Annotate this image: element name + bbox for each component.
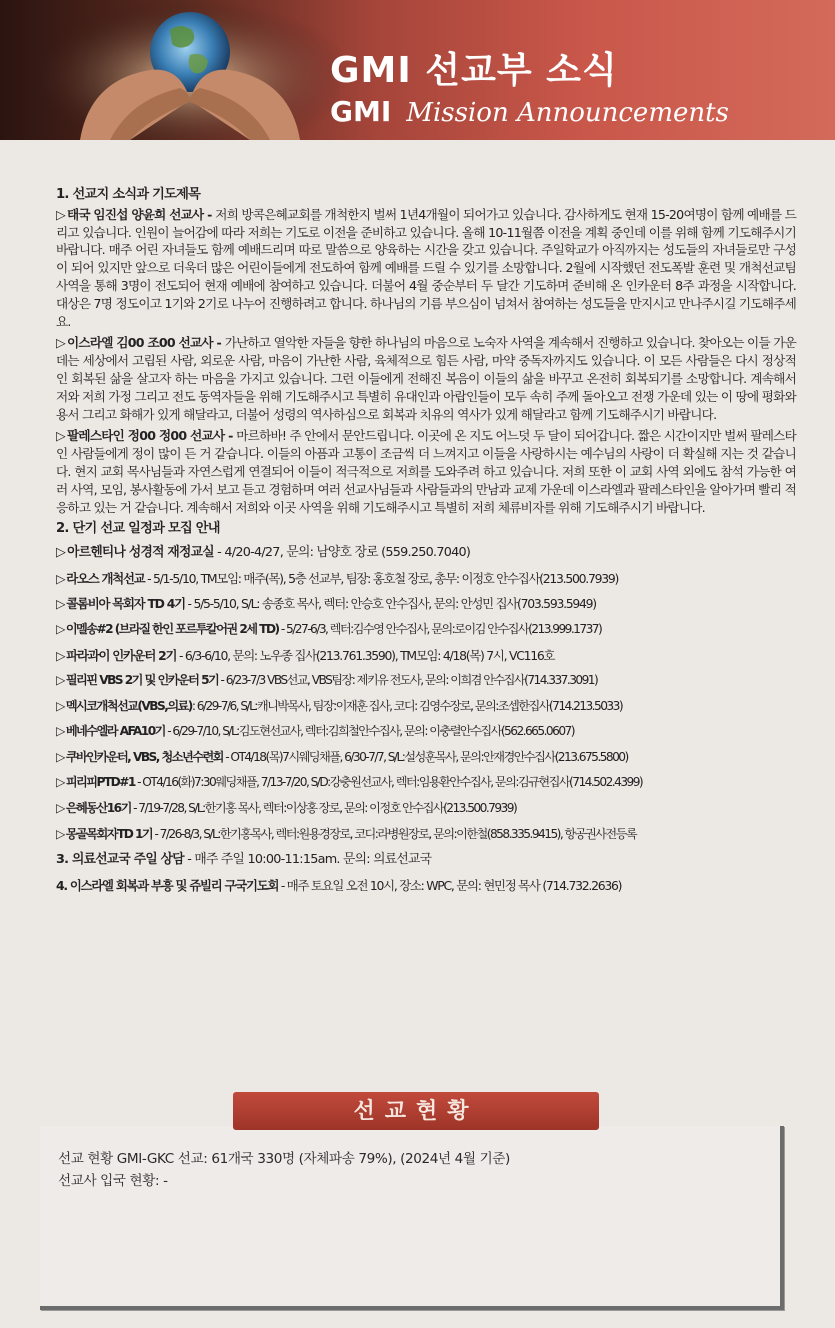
short-term-mission-details: - 6/23-7/3 VBS선교, VBS팀장: 제키유 전도사, 문의: 이희겸 안수집사(714.337.3091) [218,673,598,688]
short-term-mission-title: 파라과이 인카운터 2기 [66,647,177,663]
triangle-bullet-icon: ▷ [56,673,64,688]
short-term-mission-title: 몽골목회자TD 1기 [65,826,153,841]
short-term-mission-title: 아르헨티나 성경적 재정교실 [67,545,214,561]
short-term-mission-title: 필리핀 VBS 2기 및 인카운터 5기 [65,673,219,688]
mission-report-title: 이스라엘 김00 조00 선교사 - [67,335,225,351]
mission-report-title: 태국 임진섭 양윤희 선교사 - [66,206,216,222]
short-term-mission-item [56,745,796,771]
triangle-bullet-icon: ▷ [56,335,65,351]
banner-title: GMI 선교부 소식 [330,50,618,91]
mission-report-title: 팔레스타인 정00 정00 선교사 - [67,428,237,444]
mission-report-body: 가난하고 열악한 자들을 향한 하나님의 마음으로 노숙자 사역을 계속해서 진행하고 있습니다. 찾아오는 이들 가운데는 세상에서 고립된 사람, 외로운 사람, 마음이 가난한 사람, 육체적으로 힘든 사람, 마약 중독자까지도 있습니다. 이 모든 사람들은 다시 정상적인 회복된 삶을 살고자 하는 마음을 가지고 있습니다. 그런 이들에게 전해진 복음이 이들의 삶을 바꾸고 온전히 회복되기를 소망합니다. 계속해서 저와 저희 가정 그리고 전도 동역자들을 위해 기도해주시고 특별히 유대인과 아랍인들이 모두 속히 주께 돌아오고 전쟁 가운데 있는 이 땅에 평화와 용서 그리고 화해가 있게 해달라고, 더불어 성령의 역사하심으로 회복과 치유의 역사가 있게 해달라고 함께 기도해주시기 바랍니다. [56,335,796,422]
short-term-mission-details: - 4/20-4/27, 문의: 남양호 장로 (559.250.7040) [213,545,471,561]
section3-line [56,847,796,873]
short-term-mission-details: - OT4/18(목)7시웨딩채플, 6/30-7/7, S/L:설성훈목사, 문의:안재경안수집사(213.675.5800) [222,749,628,764]
triangle-bullet-icon: ▷ [56,570,65,586]
triangle-bullet-icon: ▷ [56,596,65,612]
triangle-bullet-icon: ▷ [56,724,64,739]
section1-heading: 1. 선교지 소식과 기도제목 [56,187,201,202]
short-term-mission-item [56,668,796,694]
short-term-mission-title: 쿠바인카운터, VBS, 청소년수련회 [65,749,223,764]
short-term-mission-details: - 7/19-7/28, S/L:한기홍 목사, 렉터:이상홍 장로, 문의: 이정호 안수집사(213.500.7939) [130,801,517,816]
triangle-bullet-icon: ▷ [56,698,64,713]
short-term-mission-item [56,591,796,617]
short-term-mission-title: 베네수엘라 AFA10기 [65,724,165,739]
triangle-bullet-icon: ▷ [56,801,64,816]
short-term-mission-details: - OT4/16(화)7:30웨딩채플, 7/13-7/20, S/D:강충원선교사, 렉터:임용환안수집사, 문의:김규현집사(714.502.4399) [134,775,643,790]
short-term-mission-title: 피리피PTD#1 [65,775,135,790]
section2-list [56,540,796,847]
mission-report-body: 저희 방콕은혜교회를 개척한지 벌써 1년4개월이 되어가고 있습니다. 감사하게도 현재 15-20여명이 함께 예배를 드리고 있습니다. 인원이 늘어감에 따라 저희는 기도로 이전을 준비하고 있습니다. 올해 10-11월쯤 이전을 계획 중인데 이를 위해 함께 기도해주시기 바랍니다. 매주 어린 자녀들도 함께 예배드리며 따로 말씀으로 양육하는 시간을 갖고 있습니다. 주일학교가 아직까지는 성도들의 자녀들로만 구성이 되어 있지만 앞으로 더욱더 많은 어린이들에게 전도하여 함께 예배를 드릴 수 있기를 소망합니다. 2월에 시작했던 전도폭발 훈련 및 개척선교팀 사역을 통해 3명이 전도되어 현재 예배에 참여하고 있습니다. 더불어 4월 중순부터 두 달간 기도하며 준비해 온 인카운터 8주 과정을 시작합니다. 대상은 7명 정도이고 1기와 2기로 나누어 진행하려고 합니다. 하나님의 기름 부으심이 넘쳐서 참여하는 성도들을 만지시고 만나주시길 기도해주세요. [56,206,796,329]
short-term-mission-details: : 6/29-7/6, S/L:캐니박목사, 팀장:이재훈 집사, 코디: 김영수장로, 문의:조셉한집사(714.213.5033) [191,698,623,713]
status-line-1: 선교 현황 GMI-GKC 선교: 61개국 330명 (자체파송 79%), (2024년 4월 기준) [58,1151,510,1167]
mission-report-body: 마르하바! 주 안에서 문안드립니다. 이곳에 온 지도 어느덧 두 달이 되어갑니다. 짧은 시간이지만 벌써 팔레스타인 사람들에게 정이 많이 든 거 같습니다. 이들의 아픔과 고통이 조금씩 더 느껴지고 이들을 사랑하시는 예수님의 사랑이 더 확실해 지는 것 같습니다. 현지 교회 목사님들과 자연스럽게 연결되어 이들이 적극적으로 저희를 도와주려 하고 있습니다. 저희 또한 이 교회 사역 외에도 참석 가능한 여러 사역, 모임, 봉사활동에 가서 보고 듣고 경험하며 여러 선교사님들과 사람들과의 만남과 교제 가운데 이스라엘과 팔레스타인을 알아가며 빨리 적응하고 있는 거 같습니다. 계속해서 저희와 이곳 사역을 위해 기도해주시고 특별히 저희 체류비자를 위해 기도해주시기 바랍니다. [56,428,796,515]
section3-title: 3. 의료선교국 주일 상담 [56,852,184,868]
section4-title: 4. 이스라엘 회복과 부흥 및 쥬빌리 구국기도회 [56,877,279,893]
header-banner [0,0,835,140]
short-term-mission-title: 은혜동산16기 [65,801,131,816]
short-term-mission-item [56,643,796,669]
short-term-mission-details: - 6/29-7/10, S/L:김도현선교사, 렉터:김희철안수집사, 문의: 이충렬안수집사(562.665.0607) [164,724,574,739]
short-term-mission-title: 이멜송#2 (브라질 한인 포르투칼어권 2세 TD) [65,621,279,636]
short-term-mission-item [56,694,796,720]
triangle-bullet-icon: ▷ [56,428,66,444]
section1-list [56,206,796,517]
section4-line [56,873,796,899]
short-term-mission-item [56,540,796,566]
short-term-mission-details: - 5/1-5/10, TM모임: 매주(목), 5층 선교부, 팀장: 홍호철 장로, 총무: 이정호 안수집사(213.500.7939) [144,570,619,586]
short-term-mission-item [56,719,796,745]
mission-report-item [56,334,796,423]
short-term-mission-title: 라오스 개척선교 [66,570,145,586]
status-line-2: 선교사 입국 현황: - [58,1173,168,1189]
triangle-bullet-icon: ▷ [56,647,65,663]
triangle-bullet-icon: ▷ [56,621,64,636]
mission-report-item [56,206,796,331]
banner-subtitle [330,95,729,128]
mission-report-item [56,427,796,516]
short-term-mission-title: 멕시코개척선교(VBS,의료) [65,698,192,713]
short-term-mission-details: - 6/3-6/10, 문의: 노우종 집사(213.761.3590), TM모임: 4/18(목) 7시, VC116호 [176,647,555,663]
globe-in-hands-image [40,0,340,140]
triangle-bullet-icon: ▷ [56,826,64,841]
section2-heading: 2. 단기 선교 일정과 모집 안내 [56,521,220,537]
announcement-content [56,186,796,898]
triangle-bullet-icon: ▷ [56,749,64,764]
short-term-mission-item [56,796,796,822]
short-term-mission-title: 콜롬비아 목회자 TD 4기 [66,596,185,612]
short-term-mission-details: - 5/5-5/10, S/L: 송종호 목사, 렉터: 안승호 안수집사, 문의: 안성민 집사(703.593.5949) [184,596,596,612]
section4-body: - 매주 토요일 오전 10시, 장소: WPC, 문의: 현민정 목사 (714.732.2636) [278,877,622,893]
triangle-bullet-icon: ▷ [56,545,66,561]
short-term-mission-details: - 7/26-8/3, S/L:한기홍목사, 렉터:원용경장로, 코디:라병원장로, 문의:이한철(858.335.9415), 항공권사전등록 [152,826,637,841]
short-term-mission-item [56,822,796,848]
banner-subtitle-gmi: GMI [330,95,392,128]
status-header: 선교현황 [233,1092,599,1130]
short-term-mission-item [56,617,796,643]
status-text [58,1148,758,1192]
triangle-bullet-icon: ▷ [56,206,65,222]
short-term-mission-details: - 5/27-6/3, 렉터:김수영 안수집사, 문의:로이김 안수집사(213.999.1737) [278,621,602,636]
short-term-mission-item [56,770,796,796]
short-term-mission-item [56,566,796,592]
section3-body: - 매주 주일 10:00-11:15am. 문의: 의료선교국 [183,852,432,868]
triangle-bullet-icon: ▷ [56,775,64,790]
banner-subtitle-script: Mission Announcements [406,98,729,128]
